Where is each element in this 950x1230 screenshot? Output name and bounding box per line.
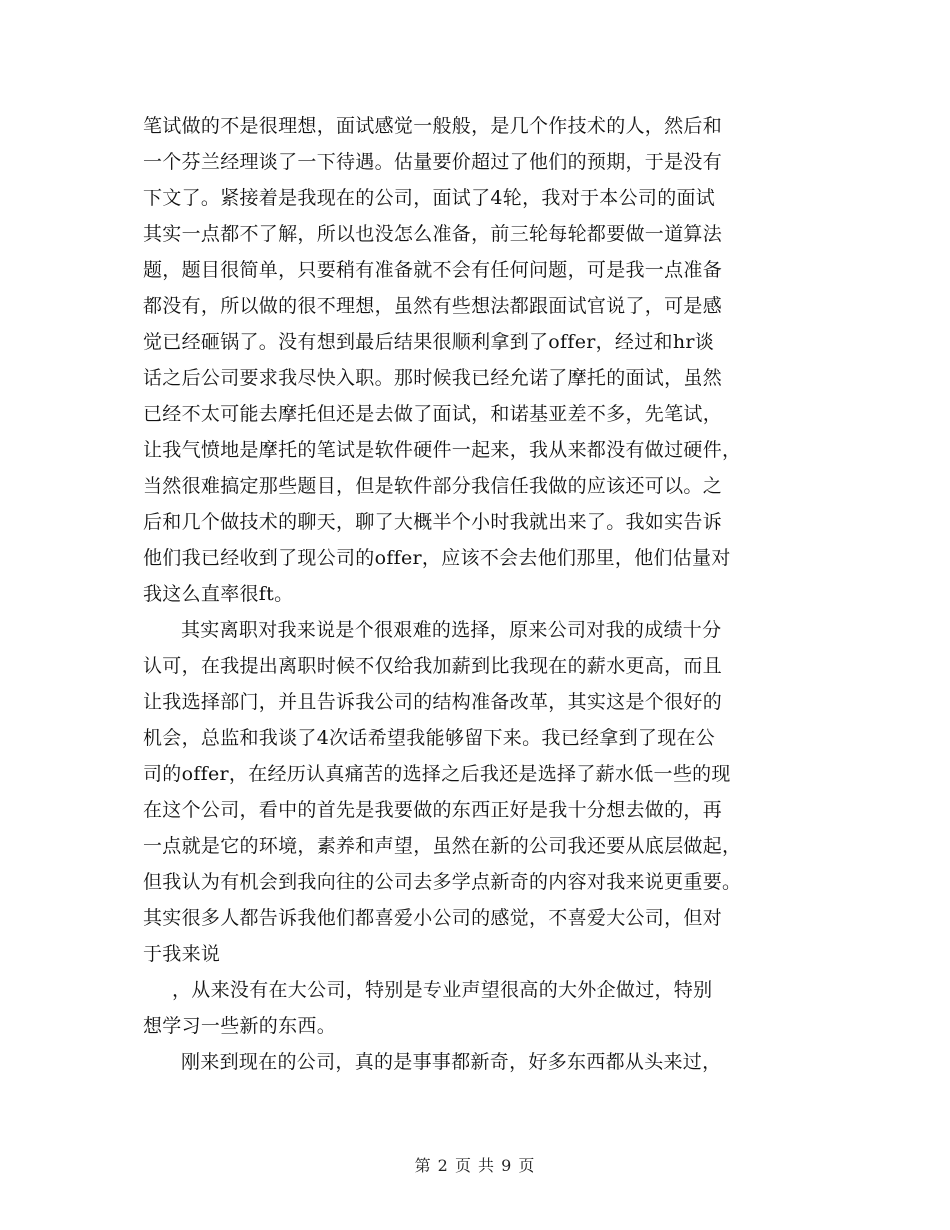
paragraph-first-line: 其实离职对我来说是个很艰难的选择，原来公司对我的成绩十分 xyxy=(181,619,722,641)
text-line: 他们我已经收到了现公司的offer，应该不会去他们那里，他们估量对 xyxy=(143,547,731,569)
text-line: 笔试做的不是很理想，面试感觉一般般，是几个作技术的人，然后和 xyxy=(143,115,723,137)
paragraph-first-line: ，从来没有在大公司，特别是专业声望很高的大外企做过，特别 xyxy=(172,979,713,1001)
text-line: 当然很难搞定那些题目，但是软件部分我信任我做的应该还可以。之 xyxy=(143,475,723,497)
text-line: 司的offer，在经历认真痛苦的选择之后我还是选择了薪水低一些的现 xyxy=(143,763,731,785)
text-line: 让我选择部门，并且告诉我公司的结构准备改革，其实这是个很好的 xyxy=(143,691,723,713)
text-line: 后和几个做技术的聊天，聊了大概半个小时我就出来了。我如实告诉 xyxy=(143,511,723,533)
text-line: 其实一点都不了解，所以也没怎么准备，前三轮每轮都要做一道算法 xyxy=(143,223,723,245)
text-line: 话之后公司要求我尽快入职。那时候我已经允诺了摩托的面试，虽然 xyxy=(143,367,723,389)
text-line: 认可，在我提出离职时候不仅给我加薪到比我现在的薪水更高，而且 xyxy=(143,655,723,677)
text-line: 其实很多人都告诉我他们都喜爱小公司的感觉，不喜爱大公司，但对 xyxy=(143,907,723,929)
text-line: 觉已经砸锅了。没有想到最后结果很顺利拿到了offer，经过和hr谈 xyxy=(143,331,715,353)
text-line: 于我来说 xyxy=(143,943,221,965)
text-line: 但我认为有机会到我向往的公司去多学点新奇的内容对我来说更重要。 xyxy=(143,871,742,893)
page-number-footer: 第 2 页 共 9 页 xyxy=(414,1156,536,1175)
text-line: 想学习一些新的东西。 xyxy=(143,1015,337,1037)
text-line: 一点就是它的环境，素养和声望，虽然在新的公司我还要从底层做起， xyxy=(143,835,742,857)
text-line: 下文了。紧接着是我现在的公司，面试了4轮，我对于本公司的面试 xyxy=(143,187,716,209)
text-line: 一个芬兰经理谈了一下待遇。估量要价超过了他们的预期，于是没有 xyxy=(143,151,723,173)
text-line: 我这么直率很ft。 xyxy=(143,583,294,605)
text-line: 都没有，所以做的很不理想，虽然有些想法都跟面试官说了，可是感 xyxy=(143,295,723,317)
text-line: 已经不太可能去摩托但还是去做了面试，和诺基亚差不多，先笔试， xyxy=(143,403,723,425)
text-line: 题，题目很简单，只要稍有准备就不会有任何问题，可是我一点准备 xyxy=(143,259,723,281)
paragraph-first-line: 刚来到现在的公司，真的是事事都新奇，好多东西都从头来过， xyxy=(181,1051,722,1073)
text-line: 机会，总监和我谈了4次话希望我能够留下来。我已经拿到了现在公 xyxy=(143,727,716,749)
text-line: 在这个公司，看中的首先是我要做的东西正好是我十分想去做的，再 xyxy=(143,799,723,821)
text-line: 让我气愤地是摩托的笔试是软件硬件一起来，我从来都没有做过硬件， xyxy=(143,439,742,461)
